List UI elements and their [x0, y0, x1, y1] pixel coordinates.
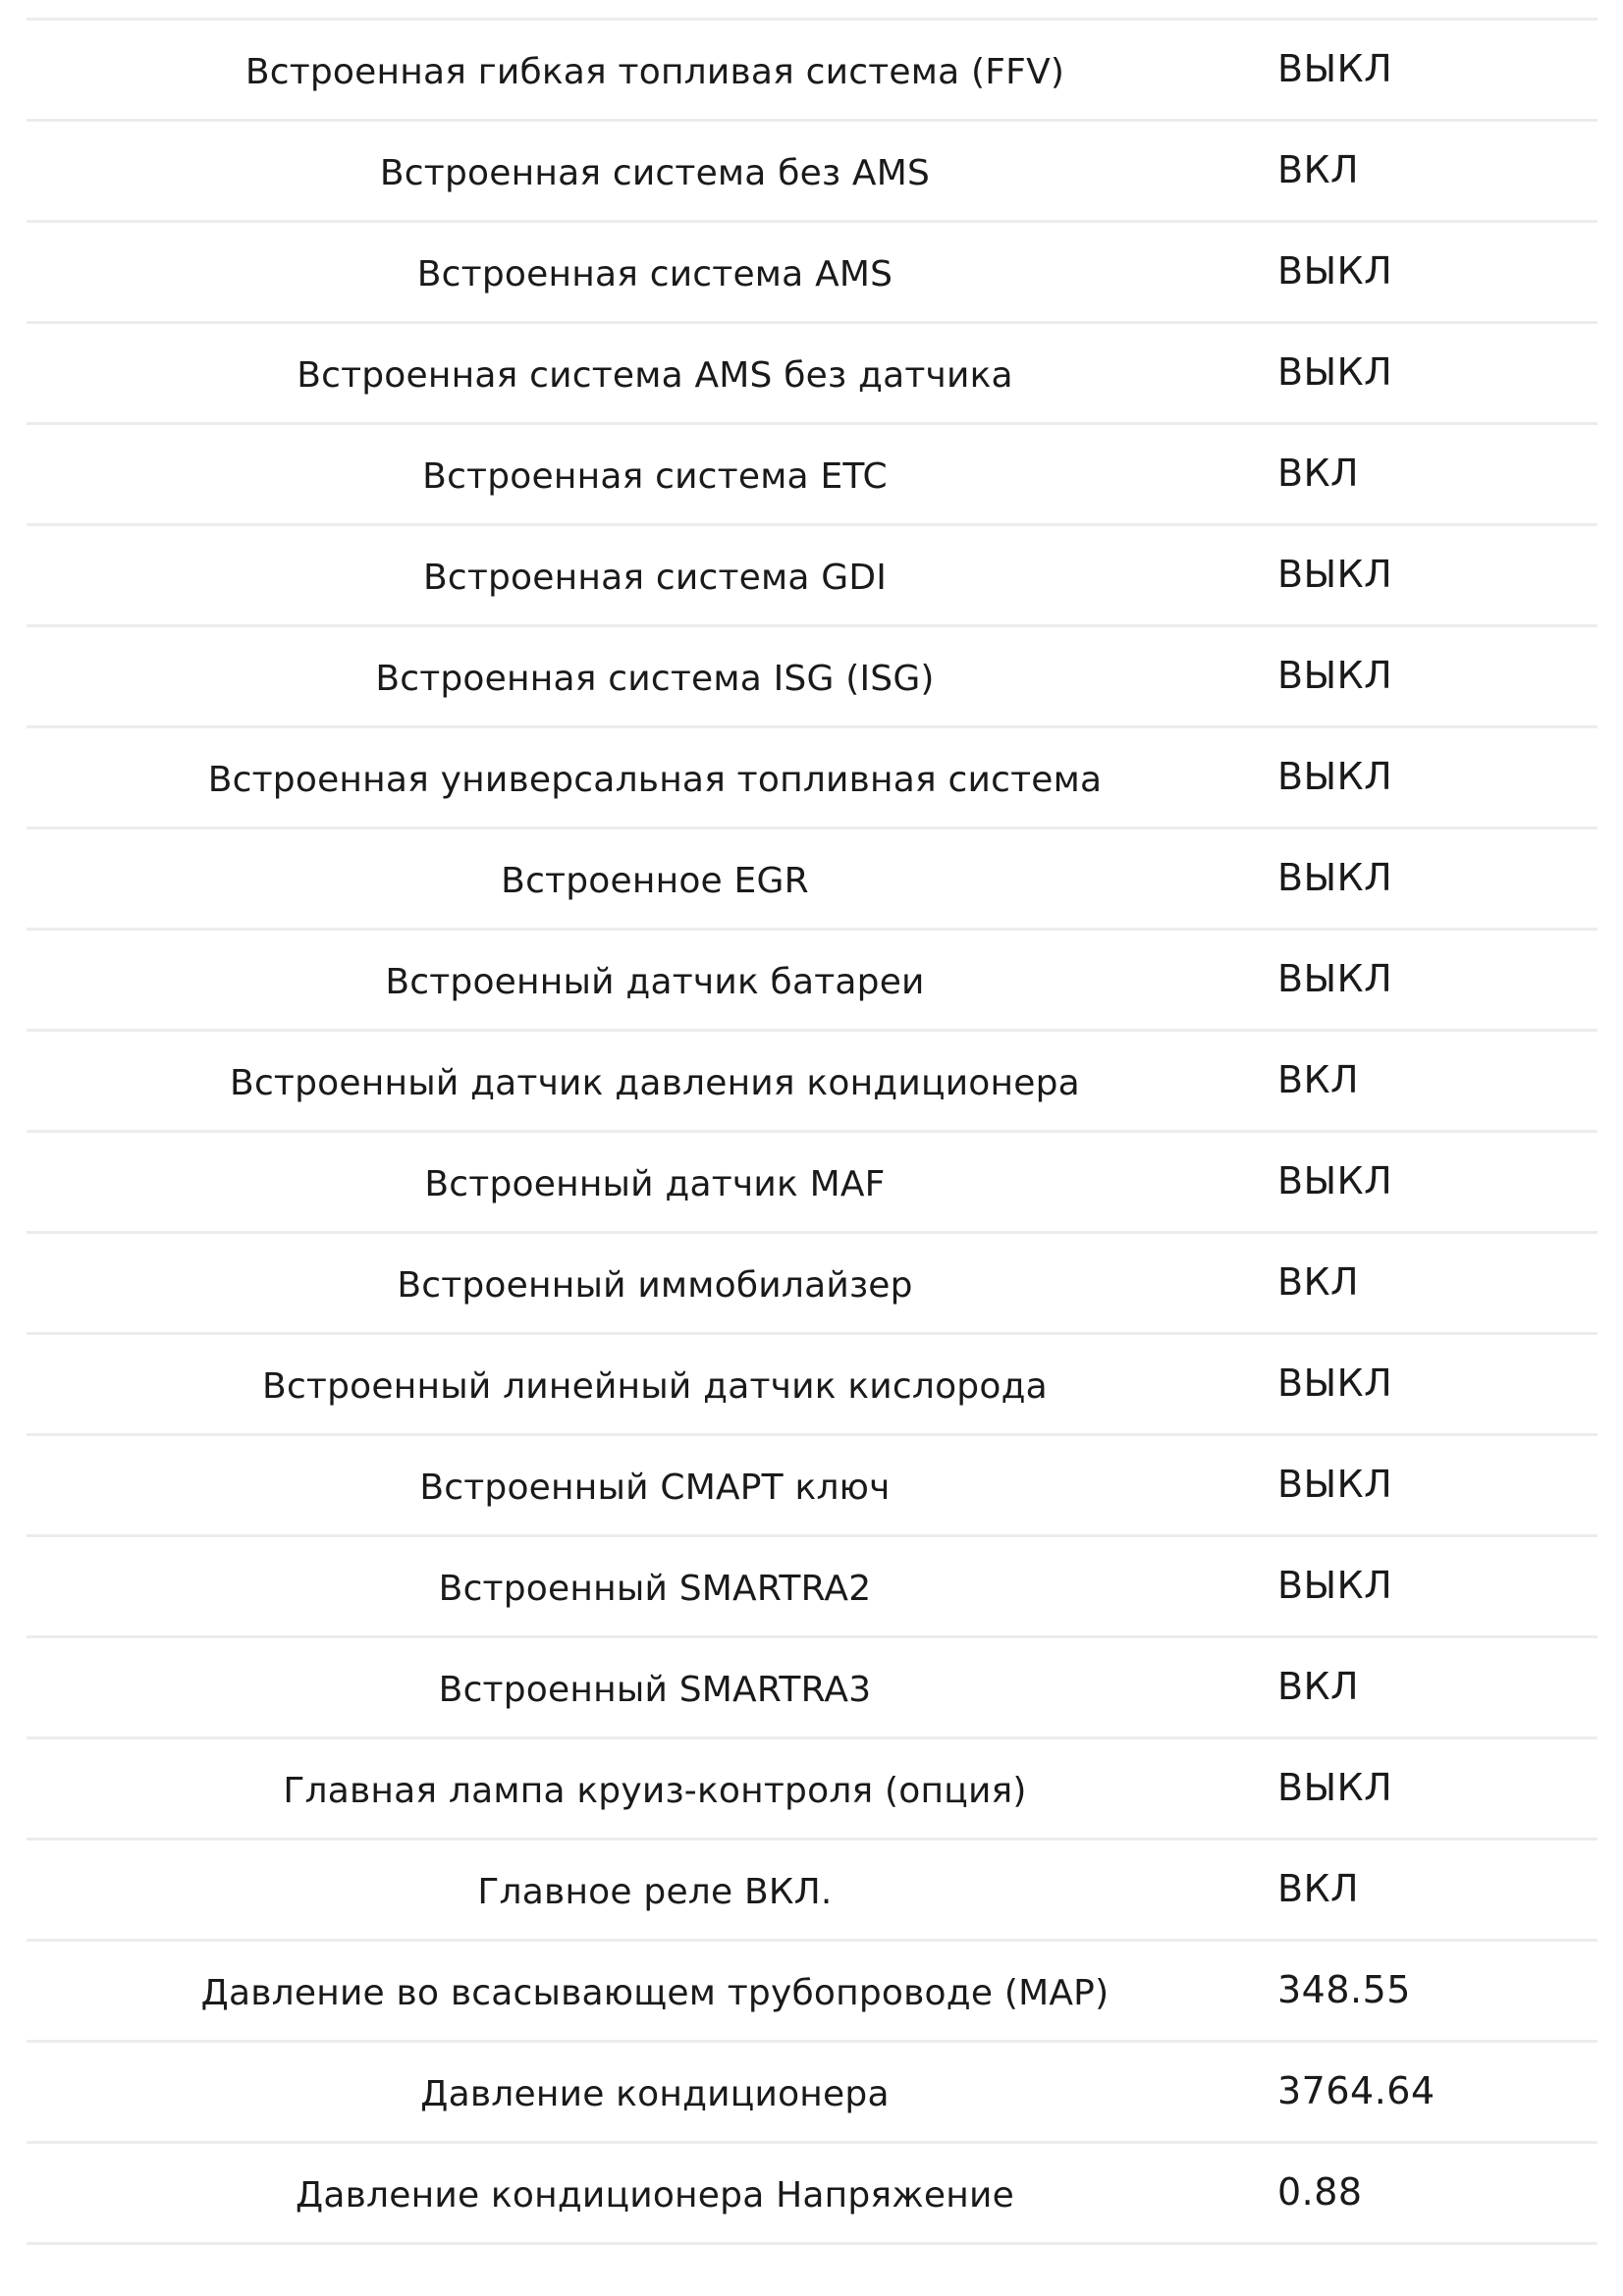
table-row[interactable]: [27, 220, 1597, 321]
parameter-name: Встроенный СМАРТ ключ: [419, 1467, 891, 1508]
parameter-value: ВКЛ: [1277, 148, 1360, 191]
parameter-name: Встроенная система ETC: [422, 455, 888, 497]
parameter-value: 3764.64: [1277, 2069, 1435, 2112]
parameter-value: ВЫКЛ: [1277, 856, 1393, 899]
parameter-name: Встроенный датчик батареи: [385, 961, 925, 1002]
table-row[interactable]: [27, 1838, 1597, 1939]
parameter-name: Встроенная универсальная топливная система: [207, 759, 1103, 800]
parameter-value: ВКЛ: [1277, 1665, 1360, 1708]
parameter-value: ВЫКЛ: [1277, 350, 1393, 394]
parameter-name: Встроенная гибкая топливая система (FFV): [244, 51, 1065, 92]
table-row[interactable]: [27, 1029, 1597, 1130]
parameter-value: ВЫКЛ: [1277, 755, 1393, 798]
parameter-name: Встроенный датчик MAF: [424, 1163, 886, 1204]
parameter-name: Встроенная система AMS без датчика: [297, 354, 1013, 396]
parameter-name: Встроенный линейный датчик кислорода: [262, 1365, 1048, 1407]
parameter-name: Встроенный иммобилайзер: [397, 1264, 913, 1306]
parameter-value: 348.55: [1277, 1968, 1411, 2011]
parameter-name: Давление во всасывающем трубопроводе (MAP): [200, 1972, 1109, 2013]
table-row[interactable]: [27, 827, 1597, 928]
parameter-value: ВЫКЛ: [1277, 1159, 1393, 1202]
parameter-name: Давление кондиционера: [420, 2073, 890, 2114]
table-row[interactable]: [27, 725, 1597, 827]
table-row[interactable]: [27, 1736, 1597, 1838]
table-row[interactable]: [27, 928, 1597, 1029]
parameter-value: ВКЛ: [1277, 1260, 1360, 1304]
table-row[interactable]: [27, 624, 1597, 725]
table-row[interactable]: [27, 1534, 1597, 1635]
table-row[interactable]: [27, 1635, 1597, 1736]
parameter-value: ВЫКЛ: [1277, 957, 1393, 1000]
parameter-value: ВКЛ: [1277, 1867, 1360, 1910]
table-row[interactable]: [27, 18, 1597, 119]
parameter-name: Встроенный SMARTRA2: [438, 1568, 872, 1609]
table-row[interactable]: [27, 321, 1597, 422]
parameter-name: Встроенная система GDI: [422, 557, 888, 598]
parameter-name: Главное реле ВКЛ.: [477, 1871, 833, 1912]
parameter-name: Встроенный SMARTRA3: [438, 1669, 872, 1710]
parameter-value: 0.88: [1277, 2170, 1363, 2214]
parameter-name: Встроенный датчик давления кондиционера: [230, 1062, 1080, 1103]
parameter-name: Встроенная система AMS: [416, 253, 893, 294]
parameter-name: Встроенная система без AMS: [379, 152, 931, 193]
parameter-value: ВЫКЛ: [1277, 1766, 1393, 1809]
parameter-value: ВЫКЛ: [1277, 1564, 1393, 1607]
table-row[interactable]: [27, 2141, 1597, 2245]
table-row[interactable]: [27, 119, 1597, 220]
parameter-value: ВЫКЛ: [1277, 47, 1393, 90]
table-row[interactable]: [27, 523, 1597, 624]
parameter-value: ВЫКЛ: [1277, 249, 1393, 293]
table-row[interactable]: [27, 1433, 1597, 1534]
parameter-name: Встроенная система ISG (ISG): [375, 658, 935, 699]
table-row[interactable]: [27, 1130, 1597, 1231]
parameter-value: ВЫКЛ: [1277, 1463, 1393, 1506]
parameter-value: ВЫКЛ: [1277, 654, 1393, 697]
parameter-value: ВКЛ: [1277, 452, 1360, 495]
table-row[interactable]: [27, 422, 1597, 523]
parameter-name: Главная лампа круиз-контроля (опция): [283, 1770, 1027, 1811]
table-row[interactable]: [27, 1231, 1597, 1332]
parameter-value: ВЫКЛ: [1277, 1362, 1393, 1405]
parameter-value: ВКЛ: [1277, 1058, 1360, 1101]
parameter-name: Давление кондиционера Напряжение: [296, 2174, 1014, 2216]
parameter-name: Встроенное EGR: [501, 860, 809, 901]
table-row[interactable]: [27, 1939, 1597, 2040]
table-row[interactable]: [27, 2040, 1597, 2141]
parameter-table: [27, 18, 1597, 2245]
parameter-value: ВЫКЛ: [1277, 553, 1393, 596]
table-row[interactable]: [27, 1332, 1597, 1433]
